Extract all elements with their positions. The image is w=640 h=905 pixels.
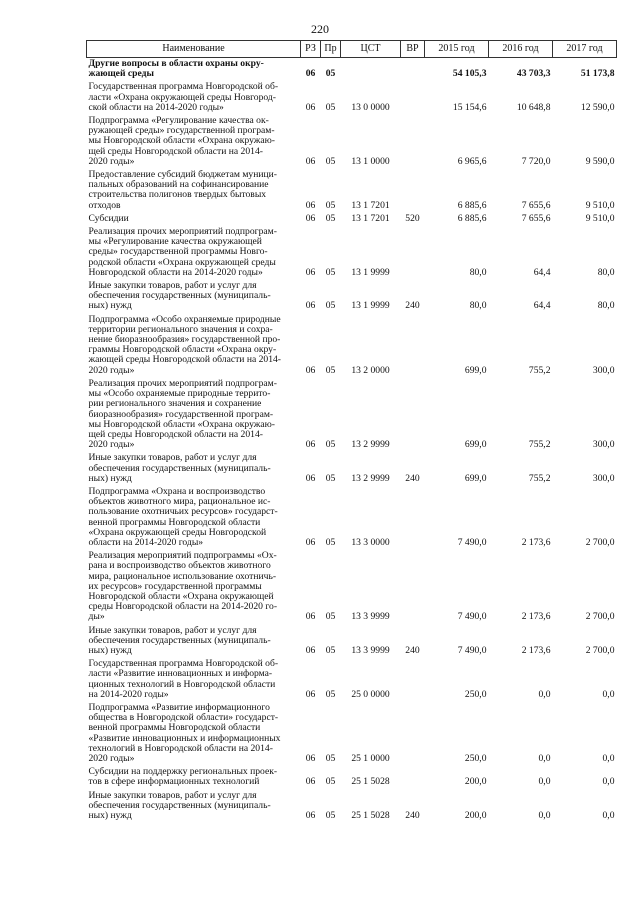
cell-2015: 80,0 (469, 266, 487, 278)
cell-vr (401, 658, 425, 702)
cell-2017: 2 700,0 (585, 536, 615, 548)
cell-name: Подпрограмма «Охрана и воспроизводство объектов животного мира, рациональное ис- пользование охотничьих ресурсов» государст- венной программы Новгородской области «Охрана окружающей среды Новгородской области на 2014-2020 годы» (88, 485, 278, 548)
cell-pr: 05 (325, 439, 336, 451)
table-row (87, 658, 617, 702)
header-pr: Пр (321, 41, 341, 58)
cell-2016: 7 655,6 (521, 212, 551, 224)
cell-pr: 05 (325, 776, 336, 788)
cell-2017: 51 173,8 (580, 68, 615, 80)
cell-vr: 240 (405, 810, 420, 822)
cell-2016: 64,4 (533, 266, 551, 278)
cell-rz: 06 (305, 536, 316, 548)
cell-2015: 250,0 (464, 753, 487, 764)
cell-name: Подпрограмма «Регулирование качества ок- ружающей среды» государственной програм- мы Новгородской области «Охрана окружаю- щей среды Новгородской области на 2014- 2020 годы» (88, 115, 276, 167)
cell-rz: 06 (305, 266, 316, 278)
cell-2016: 2 173,6 (521, 644, 551, 656)
cell-2015: 250,0 (464, 688, 487, 700)
cell-pr: 05 (325, 611, 336, 623)
cell-cst: 13 2 9999 (351, 472, 390, 484)
cell-2016: 64,4 (533, 300, 551, 312)
cell-rz: 06 (305, 688, 316, 700)
cell-pr: 05 (325, 536, 336, 548)
header-2015: 2015 год (425, 41, 489, 58)
header-rz: РЗ (301, 41, 321, 58)
cell-2015: 6 885,6 (457, 199, 487, 211)
cell-2016: 7 655,6 (521, 199, 551, 211)
cell-cst: 13 1 0000 (351, 155, 390, 167)
table-row (87, 280, 617, 314)
cell-vr: 240 (405, 300, 420, 312)
table-row (87, 115, 617, 169)
header-name: Наименование (87, 41, 301, 58)
table-row (87, 378, 617, 452)
cell-2017: 300,0 (592, 472, 615, 484)
table-row (87, 226, 617, 280)
cell-rz: 06 (305, 611, 316, 623)
cell-2015: 200,0 (464, 810, 487, 822)
cell-2017: 9 590,0 (585, 155, 615, 167)
header-vr: ВР (401, 41, 425, 58)
table-row (87, 169, 617, 213)
cell-name: Субсидии на поддержку региональных проек- тов в сфере информационных технологий (88, 766, 278, 788)
cell-2015: 6 965,6 (457, 155, 487, 167)
cell-pr: 05 (325, 688, 336, 700)
cell-vr (401, 766, 425, 789)
cell-cst: 13 1 9999 (351, 300, 390, 312)
cell-2015: 80,0 (469, 300, 487, 312)
cell-2015: 699,0 (464, 472, 487, 484)
header-cst: ЦСТ (341, 41, 401, 58)
cell-pr: 05 (325, 810, 336, 822)
table-row (87, 766, 617, 789)
cell-name: Иные закупки товаров, работ и услуг для обеспечения государственных (муниципаль- ных) нужд (88, 280, 271, 312)
cell-vr: 240 (405, 472, 420, 484)
cell-cst: 25 1 5028 (351, 810, 390, 822)
cell-cst: 13 1 9999 (351, 266, 390, 278)
cell-vr (401, 58, 425, 82)
cell-rz: 06 (305, 644, 316, 656)
cell-2017: 0,0 (602, 776, 615, 788)
cell-cst: 13 1 7201 (351, 199, 390, 211)
cell-cst (341, 58, 401, 82)
cell-2017: 0,0 (602, 810, 615, 822)
cell-2016: 0,0 (538, 776, 551, 788)
cell-vr (401, 314, 425, 378)
cell-name: Подпрограмма «Развитие информационного общества в Новгородской области» государст- венной программы Новгородской области «Развитие инновационных и информационных технологий в Новгородской области на 2014- 2020 годы» (88, 701, 281, 764)
cell-vr (401, 81, 425, 115)
cell-2017: 12 590,0 (580, 101, 615, 113)
cell-2015: 7 490,0 (457, 536, 487, 548)
cell-2016: 755,2 (528, 364, 551, 376)
cell-vr (401, 115, 425, 169)
cell-2017: 300,0 (592, 364, 615, 376)
cell-2017: 2 700,0 (585, 644, 615, 656)
cell-2015: 200,0 (464, 776, 487, 788)
table-row (87, 452, 617, 486)
cell-2016: 0,0 (538, 810, 551, 822)
table-row (87, 81, 617, 115)
cell-name: Предоставление субсидий бюджетам муници- пальных образований на софинансирование строительства полигонов твердых бытовых отходов (88, 169, 277, 211)
cell-pr: 05 (325, 364, 336, 376)
cell-rz: 06 (305, 753, 316, 764)
cell-pr: 05 (325, 155, 336, 167)
table-row (87, 790, 617, 824)
table-body (87, 58, 617, 824)
cell-vr (401, 169, 425, 213)
cell-2017: 80,0 (597, 266, 615, 278)
cell-name: Иные закупки товаров, работ и услуг для обеспечения государственных (муниципаль- ных) нужд (88, 452, 271, 484)
cell-vr (401, 550, 425, 624)
table-row (87, 550, 617, 624)
cell-pr: 05 (325, 472, 336, 484)
budget-table (86, 40, 617, 823)
cell-rz: 06 (305, 68, 316, 80)
cell-vr (401, 486, 425, 550)
cell-2015: 15 154,6 (452, 101, 487, 113)
table-header-row (87, 41, 617, 58)
page-number: 220 (311, 22, 329, 36)
cell-vr (401, 226, 425, 280)
cell-name: Реализация прочих мероприятий подпрограм- мы «Регулирование качества окружающей среды» государственной программы Новго- родской области «Охрана окружающей среды Новгородской области на 2014-2020 годы» (88, 226, 277, 278)
cell-rz: 06 (305, 199, 316, 211)
cell-rz: 06 (305, 300, 316, 312)
cell-name: Государственная программа Новгородской об- ласти «Развитие инновационных и информа- ционных технологий в Новгородской области на 2014-2020 годы» (88, 658, 279, 700)
table-row (87, 314, 617, 378)
cell-2016: 755,2 (528, 472, 551, 484)
cell-2015: 699,0 (464, 439, 487, 451)
cell-cst: 13 0 0000 (351, 101, 390, 113)
cell-name: Реализация прочих мероприятий подпрограм- мы «Особо охраняемые природные террито- рии регионального значения и сохранение биоразнообразия» государственной програм- мы Новгородской области «Охрана окружаю- щей среды Новгородской области на 2014- 2020 годы» (88, 377, 277, 451)
cell-rz: 06 (305, 472, 316, 484)
cell-2016: 755,2 (528, 439, 551, 451)
cell-rz: 06 (305, 810, 316, 822)
cell-cst: 13 3 9999 (351, 644, 390, 656)
cell-pr: 05 (325, 644, 336, 656)
table-row (87, 625, 617, 659)
cell-name: Реализация мероприятий подпрограммы «Ох- рана и воспроизводство объектов животного мира, рациональное использование охотничь- их ресурсов» государственной программы Новгородской области «Охрана окружающей среды Новгородской области на 2014-2020 го- ды» (88, 550, 278, 623)
cell-2016: 43 703,3 (516, 68, 551, 80)
cell-cst: 13 2 0000 (351, 364, 390, 376)
cell-cst: 13 1 7201 (351, 212, 390, 224)
cell-name: Государственная программа Новгородской об- ласти «Охрана окружающей среды Новгород- ской области на 2014-2020 годы» (88, 81, 279, 113)
table-row (87, 58, 617, 82)
cell-2017: 300,0 (592, 439, 615, 451)
cell-cst: 13 2 9999 (351, 439, 390, 451)
cell-rz: 06 (305, 101, 316, 113)
cell-vr: 520 (405, 212, 420, 224)
cell-pr: 05 (325, 68, 336, 80)
cell-name: Другие вопросы в области охраны окру- жающей среды (88, 58, 264, 80)
cell-pr: 05 (325, 101, 336, 113)
cell-2015: 54 105,3 (452, 68, 487, 80)
cell-cst: 25 1 5028 (351, 776, 390, 788)
cell-2017: 80,0 (597, 300, 615, 312)
table-row (87, 486, 617, 550)
cell-2017: 0,0 (602, 688, 615, 700)
cell-cst: 25 1 0000 (351, 753, 390, 764)
cell-vr (401, 702, 425, 766)
cell-vr (401, 378, 425, 452)
cell-2017: 9 510,0 (585, 212, 615, 224)
cell-pr: 05 (325, 199, 336, 211)
cell-pr: 05 (325, 300, 336, 312)
header-2017: 2017 год (553, 41, 617, 58)
cell-2015: 7 490,0 (457, 644, 487, 656)
cell-2016: 7 720,0 (521, 155, 551, 167)
cell-cst: 13 3 9999 (351, 611, 390, 623)
cell-2015: 7 490,0 (457, 611, 487, 623)
cell-name: Иные закупки товаров, работ и услуг для обеспечения государственных (муниципаль- ных) нужд (88, 624, 271, 656)
header-2016: 2016 год (489, 41, 553, 58)
cell-2017: 9 510,0 (585, 199, 615, 211)
cell-rz: 06 (305, 212, 316, 224)
table-row (87, 702, 617, 766)
cell-vr: 240 (405, 644, 420, 656)
cell-cst: 13 3 0000 (351, 536, 390, 548)
cell-2016: 0,0 (538, 688, 551, 700)
cell-2016: 0,0 (538, 753, 551, 764)
cell-2016: 10 648,8 (516, 101, 551, 113)
cell-cst: 25 0 0000 (351, 688, 390, 700)
cell-2017: 2 700,0 (585, 611, 615, 623)
cell-rz: 06 (305, 439, 316, 451)
cell-rz: 06 (305, 155, 316, 167)
cell-2015: 6 885,6 (457, 212, 487, 224)
cell-pr: 05 (325, 753, 336, 764)
cell-pr: 05 (325, 266, 336, 278)
cell-name: Подпрограмма «Особо охраняемые природные территории регионального значения и сохра- нение биоразнообразия» государственной про- граммы Новгородской области «Охрана окру- жающей среды Новгородской области на 2014- 2020 годы» (88, 313, 281, 376)
cell-2016: 2 173,6 (521, 536, 551, 548)
cell-2015: 699,0 (464, 364, 487, 376)
cell-pr: 05 (325, 212, 336, 224)
cell-rz: 06 (305, 364, 316, 376)
cell-name: Субсидии (88, 212, 129, 224)
cell-rz: 06 (305, 776, 316, 788)
cell-name: Иные закупки товаров, работ и услуг для обеспечения государственных (муниципаль- ных) нужд (88, 789, 271, 822)
cell-2016: 2 173,6 (521, 611, 551, 623)
cell-2017: 0,0 (602, 753, 615, 764)
table-row (87, 213, 617, 226)
